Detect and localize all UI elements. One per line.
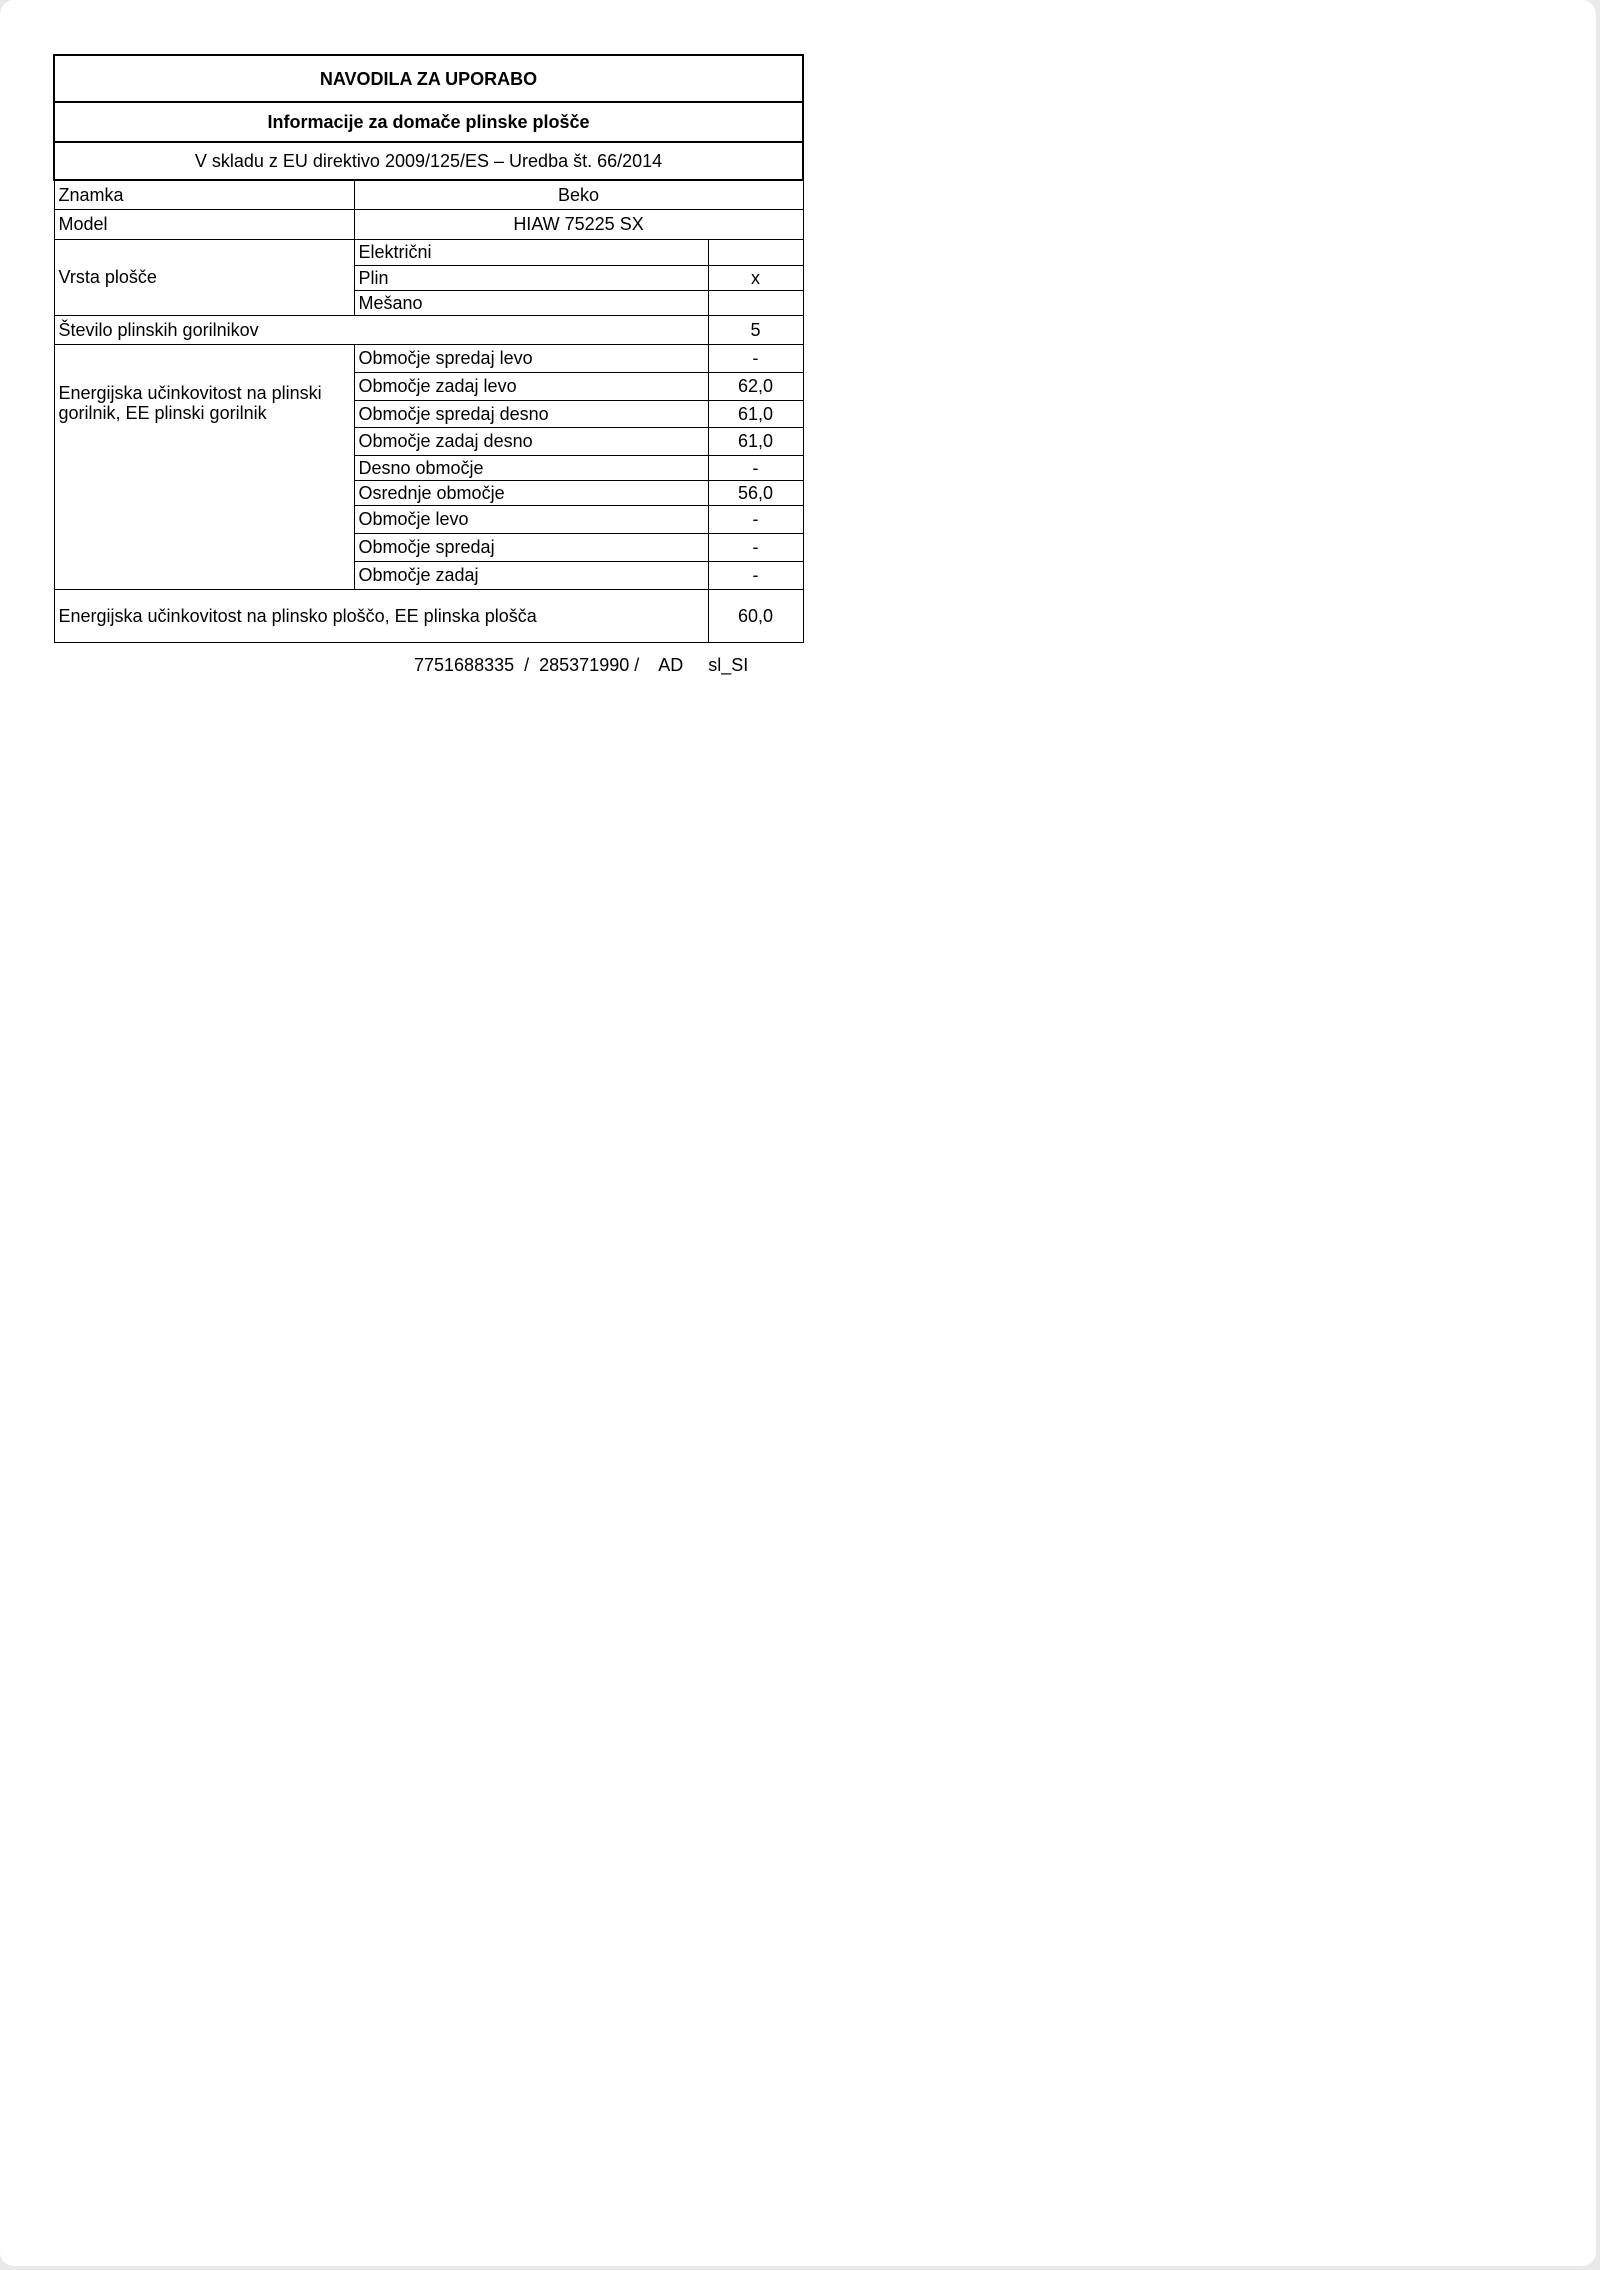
- zone-name: Območje zadaj levo: [354, 372, 708, 400]
- subtitle-row: [54, 102, 803, 142]
- zone-name: Območje levo: [354, 505, 708, 533]
- regulation-text: V skladu z EU direktivo 2009/125/ES – Uredba št. 66/2014: [54, 142, 803, 180]
- zone-name: Območje zadaj desno: [354, 427, 708, 455]
- zone-value: 62,0: [708, 372, 803, 400]
- burner-count-row: [54, 315, 803, 344]
- model-row: [54, 209, 803, 239]
- hob-type-option-name: Mešano: [354, 290, 708, 315]
- zone-name: Območje spredaj desno: [354, 400, 708, 427]
- zone-name: Območje spredaj levo: [354, 344, 708, 372]
- zone-name: Osrednje območje: [354, 480, 708, 505]
- zone-name: Območje spredaj: [354, 533, 708, 561]
- zone-value: 61,0: [708, 400, 803, 427]
- zone-name: Desno območje: [354, 455, 708, 480]
- zone-value: -: [708, 561, 803, 589]
- footer-code-3: AD: [658, 655, 684, 675]
- zone-name: Območje zadaj: [354, 561, 708, 589]
- zone-value: -: [708, 505, 803, 533]
- regulation-row: [54, 142, 803, 180]
- brand-value: Beko: [354, 180, 803, 209]
- burner-efficiency-label: Energijska učinkovitost na plinski gorilnik, EE plinski gorilnik: [54, 344, 354, 589]
- document-title: NAVODILA ZA UPORABO: [54, 55, 803, 102]
- hob-type-option-name: Električni: [354, 239, 708, 265]
- hob-type-row: [54, 239, 803, 265]
- model-value: HIAW 75225 SX: [354, 209, 803, 239]
- brand-label: Znamka: [54, 180, 354, 209]
- title-row: [54, 55, 803, 102]
- model-label: Model: [54, 209, 354, 239]
- zone-value: -: [708, 455, 803, 480]
- burner-count-value: 5: [708, 315, 803, 344]
- zone-row: [54, 344, 803, 372]
- hob-type-label: Vrsta plošče: [54, 239, 354, 315]
- hob-type-option-value: [708, 290, 803, 315]
- burner-count-label: Število plinskih gorilnikov: [54, 315, 708, 344]
- zone-value: -: [708, 533, 803, 561]
- zone-value: -: [708, 344, 803, 372]
- hob-efficiency-row: [54, 589, 803, 642]
- hob-type-option-value: [708, 239, 803, 265]
- footer-code-2: 285371990: [539, 655, 630, 675]
- footer-code-1: 7751688335: [414, 655, 515, 675]
- hob-type-option-name: Plin: [354, 265, 708, 290]
- brand-row: [54, 180, 803, 209]
- hob-type-option-value: x: [708, 265, 803, 290]
- product-info-table: [53, 54, 804, 643]
- footer-locale: sl_SI: [708, 655, 749, 675]
- zone-value: 56,0: [708, 480, 803, 505]
- zone-value: 61,0: [708, 427, 803, 455]
- document-subtitle: Informacije za domače plinske plošče: [54, 102, 803, 142]
- hob-efficiency-label: Energijska učinkovitost na plinsko ploščo, EE plinska plošča: [54, 589, 708, 642]
- hob-efficiency-value: 60,0: [708, 589, 803, 642]
- document-footer-codes: 7751688335 / 285371990 / AD sl_SI: [414, 655, 749, 675]
